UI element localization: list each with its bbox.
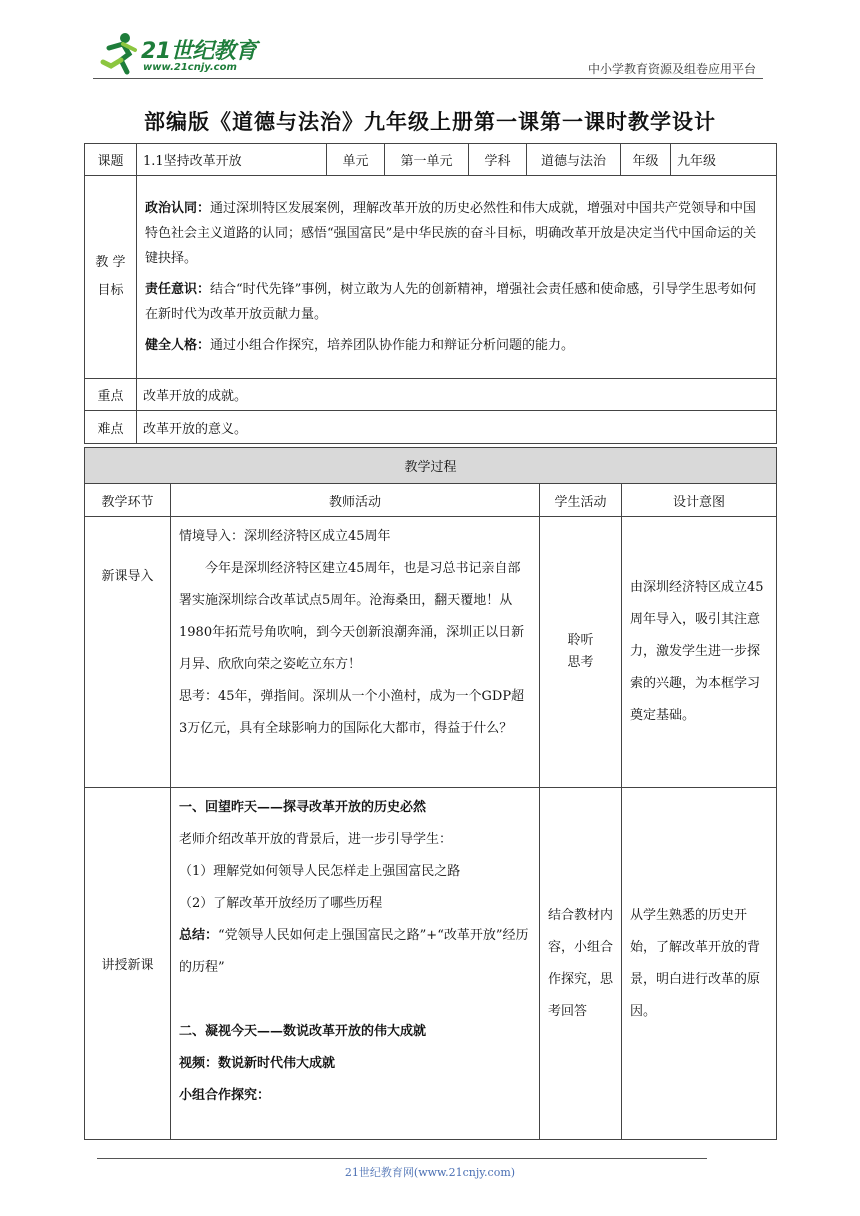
intro-scene: 情境导入：深圳经济特区成立45周年 bbox=[179, 529, 391, 544]
lecture-student-text: 结合教材内容，小组合作探究，思考回答 bbox=[548, 907, 614, 1019]
goal-item bbox=[145, 277, 768, 327]
grade-label: 年级 bbox=[621, 144, 671, 176]
topic-value: 1.1坚持改革开放 bbox=[137, 144, 327, 176]
logo-url: www.21cnjy.com bbox=[143, 62, 237, 73]
blank-line bbox=[179, 984, 531, 1016]
topic-label: 课题 bbox=[85, 144, 137, 176]
intro-question: 思考：45年，弹指间。深圳从一个小渔村，成为一个GDP超3万亿元，具有全球影响力的国际化大都市，得益于什么？ bbox=[179, 689, 525, 736]
difficult-text: 改革开放的意义。 bbox=[137, 411, 777, 444]
lecture-line: （2）了解改革开放经历了哪些历程 bbox=[179, 896, 383, 911]
difficult-label: 难点 bbox=[85, 411, 137, 444]
intro-intent bbox=[622, 517, 777, 788]
process-title: 教学过程 bbox=[85, 448, 777, 484]
lecture-intent-text: 从学生熟悉的历史开始，了解改革开放的背景，明白进行改革的原因。 bbox=[630, 907, 761, 1019]
intro-row bbox=[85, 517, 777, 788]
intro-paragraph: 今年是深圳经济特区建立45周年，也是习总书记亲自部署实施深圳综合改革试点5周年。沧海桑田，翻天覆地！从1980年拓荒号角吹响，到今天创新浪潮奔涌，深圳正以日新月异、欣欣向荣之姿屹立东方！ bbox=[179, 561, 525, 672]
intro-intent-text: 由深圳经济特区成立45周年导入，吸引其注意力，激发学生进一步探索的兴趣，为本框学习奠定基础。 bbox=[630, 580, 764, 723]
footer-divider bbox=[97, 1158, 707, 1159]
header-student: 学生活动 bbox=[540, 484, 622, 517]
lecture-intent bbox=[622, 788, 777, 1140]
key-text: 改革开放的成就。 bbox=[137, 379, 777, 411]
page-title: 部编版《道德与法治》九年级上册第一课第一课时教学设计 bbox=[144, 109, 716, 134]
logo bbox=[95, 30, 265, 82]
goal-item bbox=[145, 333, 768, 358]
key-row bbox=[85, 379, 777, 411]
goals-label-line-1: 教 学 bbox=[95, 255, 126, 270]
runner-logo-icon bbox=[95, 30, 143, 78]
goal-item bbox=[145, 196, 768, 271]
lecture-summary bbox=[179, 920, 531, 984]
goal-text: 通过深圳特区发展案例，理解改革开放的历史必然性和伟大成就，增强对中国共产党领导和中国特色社会主义道路的认同；感悟“强国富民”是中华民族的奋斗目标，明确改革开放是决定当代中国命运的关键抉择。 bbox=[145, 201, 757, 266]
subject-value: 道德与法治 bbox=[527, 144, 621, 176]
lecture-stage: 讲授新课 bbox=[85, 788, 171, 1140]
difficult-row bbox=[85, 411, 777, 444]
lecture-heading-2: 二、凝视今天——数说改革开放的伟大成就 bbox=[179, 1024, 427, 1039]
lecture-student bbox=[540, 788, 622, 1140]
goal-head: 责任意识： bbox=[145, 282, 211, 297]
process-header-row bbox=[85, 484, 777, 517]
goals-label bbox=[85, 176, 137, 379]
summary-text: “党领导人民如何走上强国富民之路”+“改革开放”经历的历程” bbox=[179, 928, 529, 975]
intro-stage: 新课导入 bbox=[85, 517, 171, 788]
goals-label-line-2: 目标 bbox=[97, 283, 124, 298]
header-intent: 设计意图 bbox=[622, 484, 777, 517]
goal-text: 通过小组合作探究，培养团队协作能力和辩证分析问题的能力。 bbox=[210, 338, 575, 353]
subject-label: 学科 bbox=[469, 144, 527, 176]
info-row bbox=[85, 144, 777, 176]
process-table bbox=[84, 447, 777, 1140]
summary-head: 总结： bbox=[179, 928, 219, 943]
header-divider bbox=[93, 78, 763, 79]
lecture-line: 老师介绍改革开放的背景后，进一步引导学生： bbox=[179, 832, 453, 847]
goal-head: 健全人格： bbox=[145, 338, 211, 353]
lecture-row bbox=[85, 788, 777, 1140]
key-label: 重点 bbox=[85, 379, 137, 411]
lecture-group: 小组合作探究： bbox=[179, 1088, 271, 1103]
platform-name: 中小学教育资源及组卷应用平台 bbox=[587, 62, 756, 76]
header-teacher: 教师活动 bbox=[171, 484, 540, 517]
lecture-heading-1: 一、回望昨天——探寻改革开放的历史必然 bbox=[179, 800, 427, 815]
grade-value: 九年级 bbox=[671, 144, 777, 176]
lecture-teacher bbox=[171, 788, 540, 1140]
unit-value: 第一单元 bbox=[385, 144, 469, 176]
goal-text: 结合“时代先锋”事例，树立敢为人先的创新精神，增强社会责任感和使命感，引导学生思考如何在新时代为改革开放贡献力量。 bbox=[145, 282, 757, 322]
page-header bbox=[0, 0, 860, 90]
intro-student bbox=[540, 517, 622, 788]
goal-head: 政治认同： bbox=[145, 201, 211, 216]
lecture-line: （1）理解党如何领导人民怎样走上强国富民之路 bbox=[179, 864, 461, 879]
footer-link[interactable]: 21世纪教育网(www.21cnjy.com) bbox=[344, 1166, 516, 1179]
header-stage: 教学环节 bbox=[85, 484, 171, 517]
intro-student-line: 思考 bbox=[567, 655, 594, 670]
unit-label: 单元 bbox=[327, 144, 385, 176]
goals-content bbox=[137, 176, 777, 379]
goals-row bbox=[85, 176, 777, 379]
lecture-video: 视频：数说新时代伟大成就 bbox=[179, 1056, 336, 1071]
info-table bbox=[84, 143, 777, 444]
logo-text: 21世纪教育 bbox=[141, 39, 257, 64]
intro-teacher bbox=[171, 517, 540, 788]
intro-student-line: 聆听 bbox=[567, 633, 594, 648]
process-title-row bbox=[85, 448, 777, 484]
